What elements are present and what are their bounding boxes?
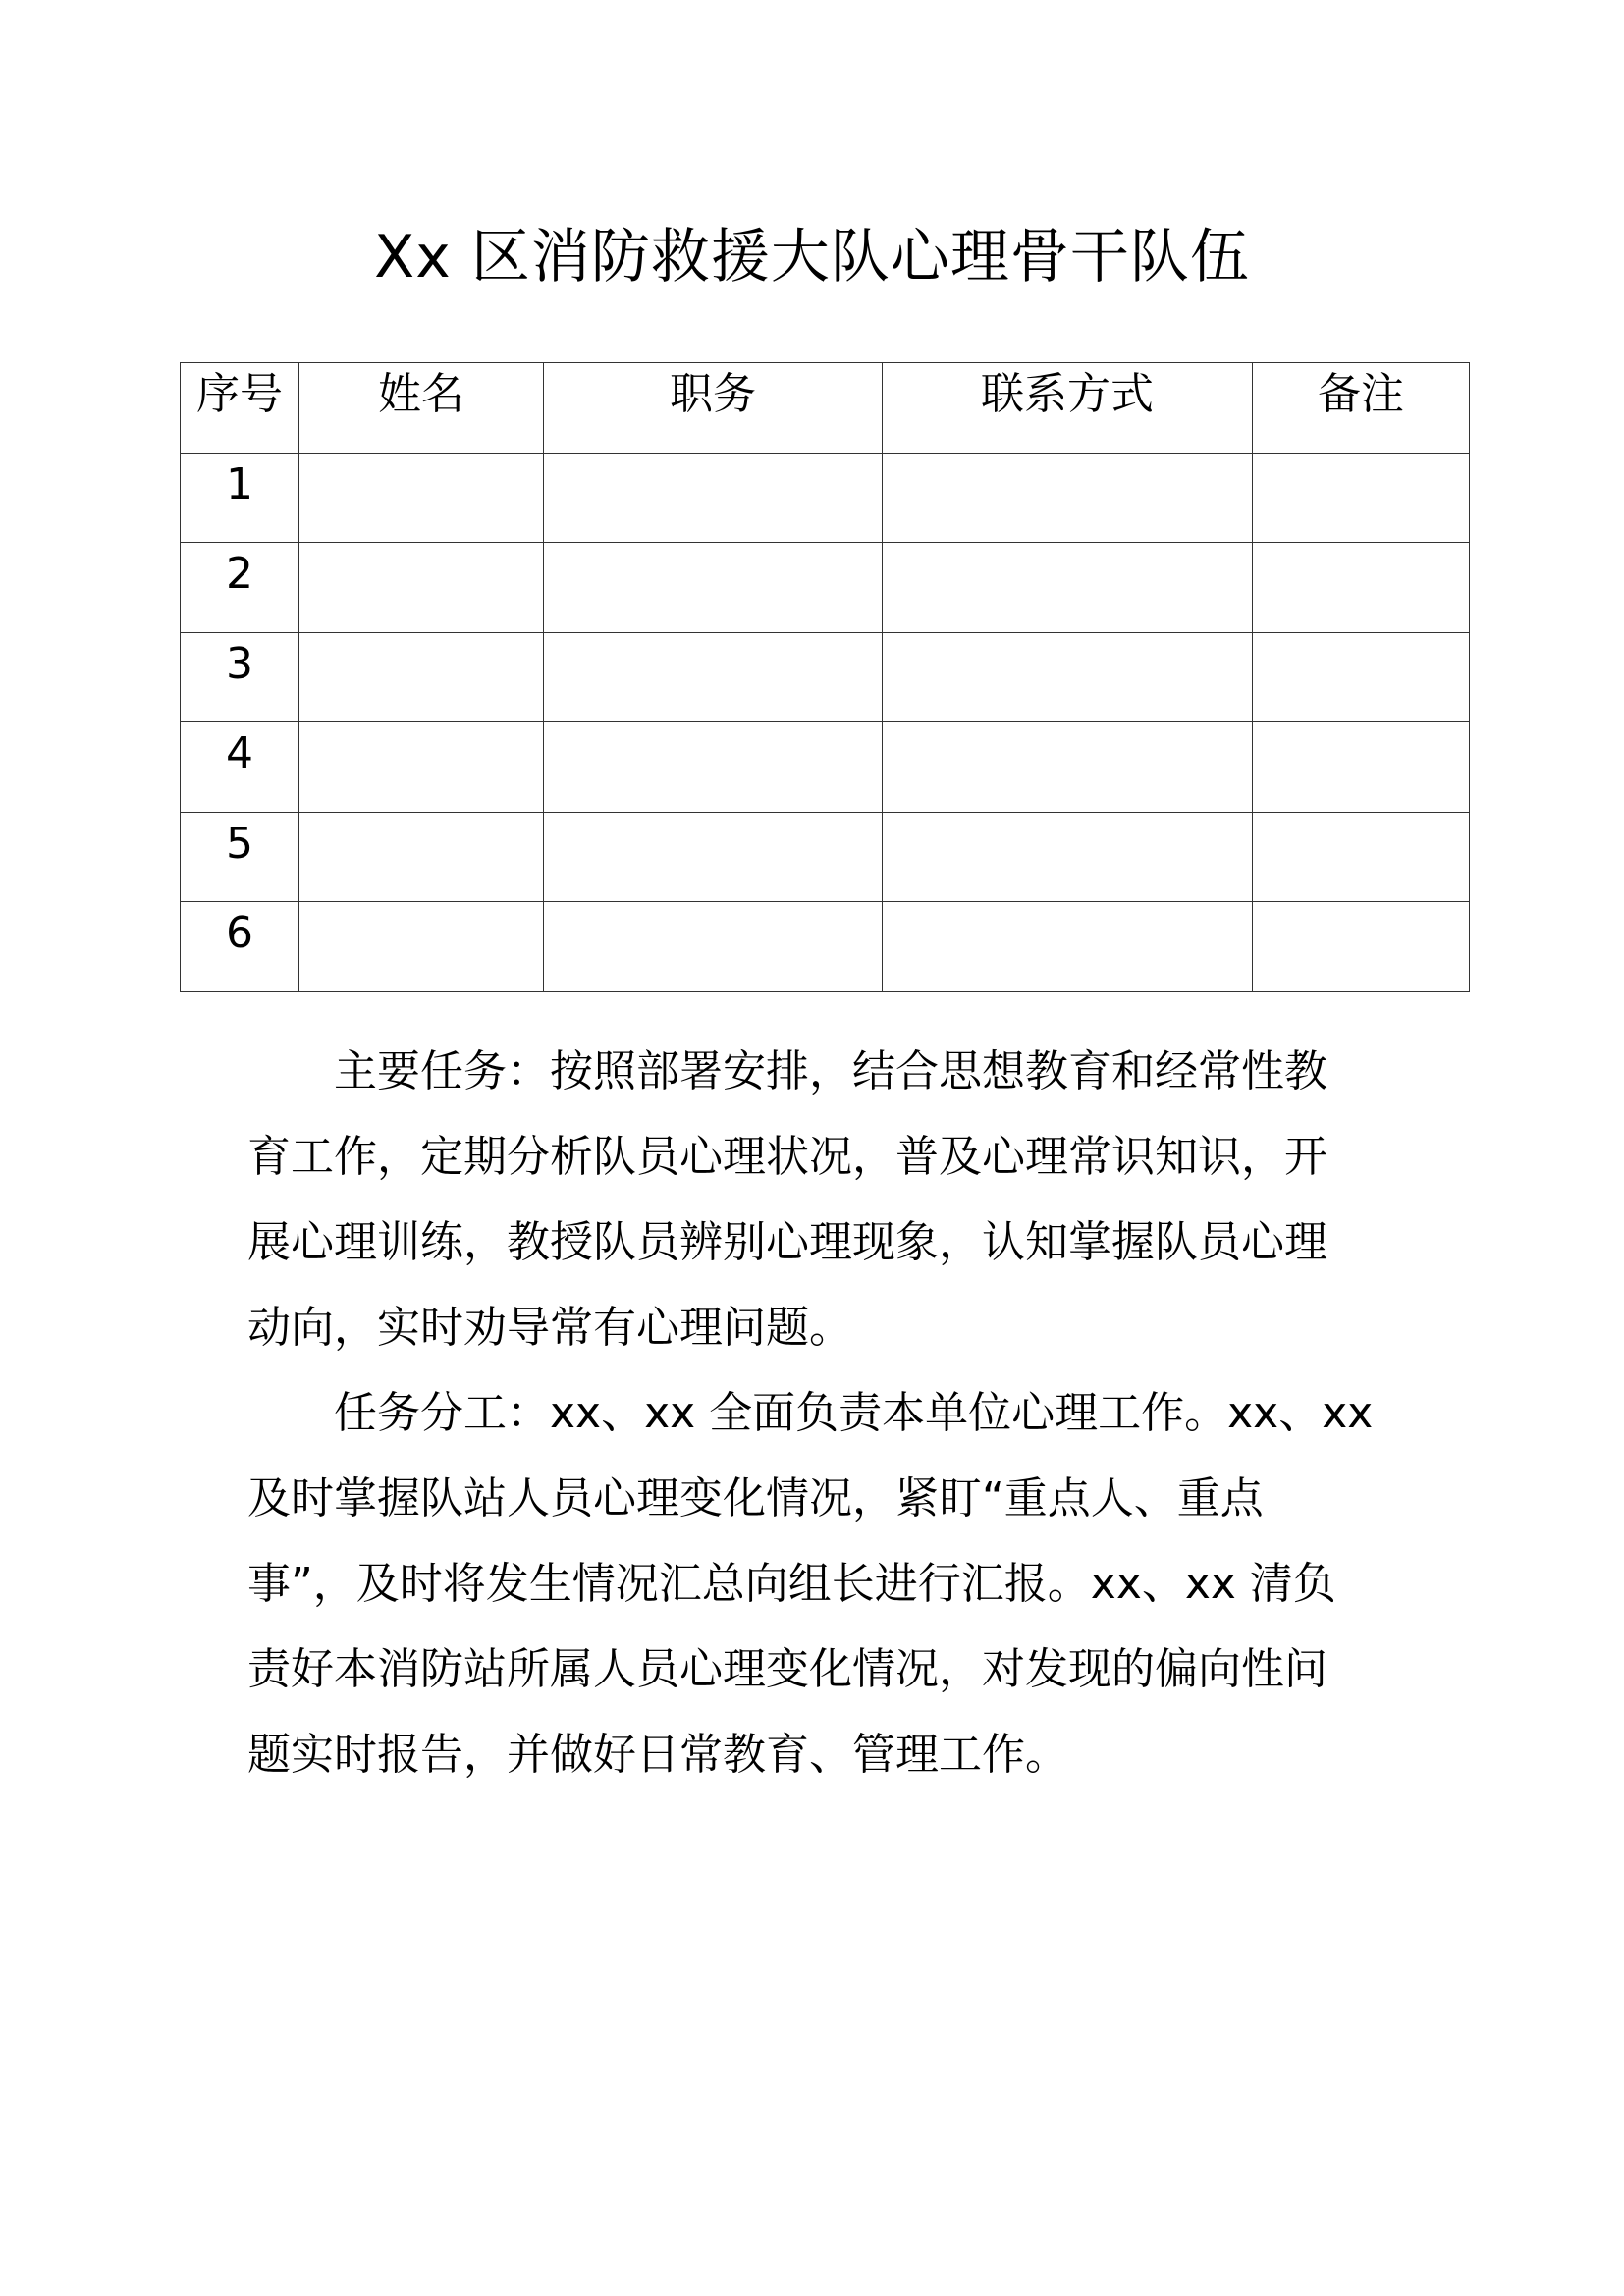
- table-row: [181, 543, 1470, 633]
- table-header-row: [181, 363, 1470, 454]
- text-line: 题实时报告，并做好日常教育、管理工作。: [247, 1730, 1068, 1780]
- text-line: 动向，实时劝导常有心理问题。: [247, 1303, 852, 1353]
- cell-name: [299, 543, 544, 633]
- cell-index: 2: [181, 543, 299, 633]
- table-row: [181, 632, 1470, 722]
- table-row: [181, 812, 1470, 902]
- header-contact: 联系方式: [883, 363, 1253, 454]
- cell-remarks: [1253, 543, 1470, 633]
- header-position: 职务: [544, 363, 883, 454]
- main-tasks-paragraph: [247, 1029, 1406, 1370]
- cell-remarks: [1253, 722, 1470, 813]
- cell-remarks: [1253, 632, 1470, 722]
- table-row: [181, 453, 1470, 543]
- cell-index: 5: [181, 812, 299, 902]
- text-line: 主要任务：按照部署安排，结合思想教育和经常性教: [334, 1046, 1327, 1096]
- page-title: Xx 区消防救援大队心理骨干队伍: [374, 223, 1250, 292]
- table-row: [181, 902, 1470, 992]
- header-name: 姓名: [299, 363, 544, 454]
- text-line: 育工作，定期分析队员心理状况，普及心理常识知识，开: [247, 1132, 1327, 1182]
- text-line: 任务分工：xx、xx 全面负责本单位心理工作。xx、xx: [334, 1388, 1374, 1438]
- cell-position: [544, 632, 883, 722]
- cell-contact: [883, 902, 1253, 992]
- cell-remarks: [1253, 902, 1470, 992]
- cell-index: 3: [181, 632, 299, 722]
- cell-name: [299, 722, 544, 813]
- header-index: 序号: [181, 363, 299, 454]
- cell-contact: [883, 543, 1253, 633]
- text-line: 事”，及时将发生情况汇总向组长进行汇报。xx、xx 清负: [247, 1559, 1336, 1609]
- text-line: 责好本消防站所属人员心理变化情况，对发现的偏向性问: [247, 1644, 1327, 1694]
- cell-contact: [883, 453, 1253, 543]
- task-division-paragraph: [247, 1370, 1406, 1797]
- cell-name: [299, 453, 544, 543]
- text-line: 展心理训练，教授队员辨别心理现象，认知掌握队员心理: [247, 1217, 1327, 1267]
- cell-remarks: [1253, 453, 1470, 543]
- cell-name: [299, 632, 544, 722]
- team-table: [180, 362, 1470, 992]
- header-remarks: 备注: [1253, 363, 1470, 454]
- cell-name: [299, 812, 544, 902]
- cell-position: [544, 812, 883, 902]
- cell-position: [544, 902, 883, 992]
- cell-position: [544, 543, 883, 633]
- cell-index: 1: [181, 453, 299, 543]
- cell-remarks: [1253, 812, 1470, 902]
- text-line: 及时掌握队站人员心理变化情况，紧盯“重点人、重点: [247, 1473, 1264, 1523]
- cell-index: 4: [181, 722, 299, 813]
- cell-contact: [883, 812, 1253, 902]
- cell-index: 6: [181, 902, 299, 992]
- cell-position: [544, 722, 883, 813]
- cell-contact: [883, 722, 1253, 813]
- cell-contact: [883, 632, 1253, 722]
- table-row: [181, 722, 1470, 813]
- cell-name: [299, 902, 544, 992]
- cell-position: [544, 453, 883, 543]
